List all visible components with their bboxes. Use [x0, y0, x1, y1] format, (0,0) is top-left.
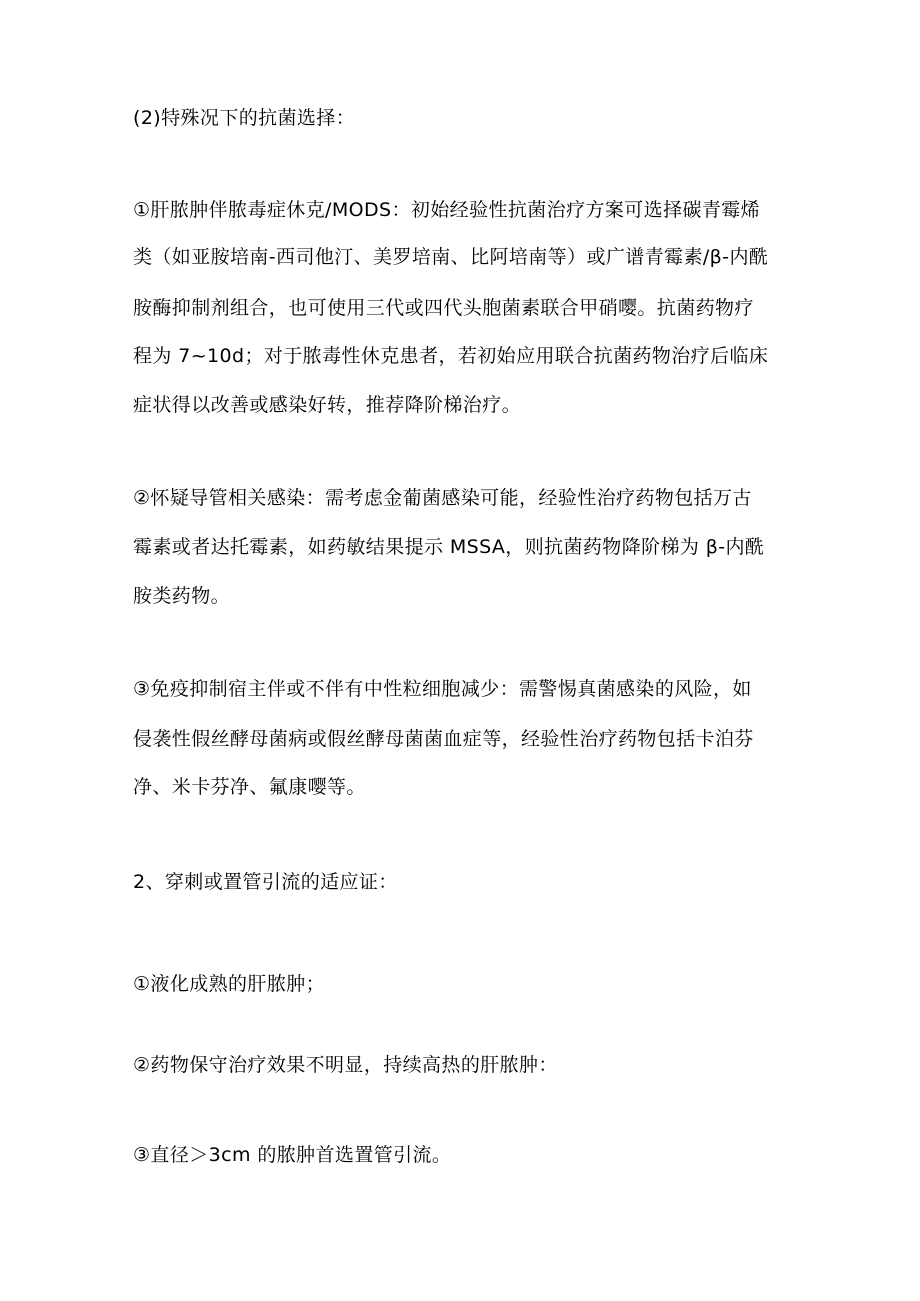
section-heading-drainage-indications: 2、穿刺或置管引流的适应证：: [133, 871, 398, 893]
paragraph-immunosuppressed-line-3: 净、米卡芬净、氟康嘤等。: [133, 776, 366, 798]
paragraph-liver-abscess-line-2: 类（如亚胺培南-西司他汀、美罗培南、比阿培南等）或广谱青霉素/β-内酰: [133, 246, 769, 268]
paragraph-liver-abscess-line-3: 胺酶抑制剂组合，也可使用三代或四代头胞菌素联合甲硝嘤。抗菌药物疗: [133, 297, 754, 319]
indication-item-3: ③直径＞3cm 的脓肿首选置管引流。: [133, 1144, 452, 1166]
indication-item-1: ①液化成熟的肝脓肿；: [133, 973, 326, 995]
paragraph-immunosuppressed-line-2: 侵袭性假丝酵母菌病或假丝酵母菌菌血症等，经验性治疗药物包括卡泊芬: [133, 728, 754, 750]
paragraph-immunosuppressed-line-1: ③免疫抑制宿主伴或不伴有中性粒细胞减少：需警惕真菌感染的风险，如: [133, 678, 752, 700]
paragraph-liver-abscess-line-4: 程为 7~10d；对于脓毒性休克患者，若初始应用联合抗菌药物治疗后临床: [133, 345, 769, 367]
paragraph-liver-abscess-line-1: ①肝脓肿伴脓毒症休克/MODS：初始经验性抗菌治疗方案可选择碳青霉烯: [133, 199, 761, 221]
paragraph-catheter-infection-line-1: ②怀疑导管相关感染：需考虑金葡菌感染可能，经验性治疗药物包括万古: [133, 487, 752, 509]
paragraph-catheter-infection-line-3: 胺类药物。: [133, 585, 231, 607]
section-heading-special-antibiotics: (2)特殊况下的抗菌选择：: [133, 107, 356, 129]
indication-item-2: ②药物保守治疗效果不明显，持续高热的肝脓肿：: [133, 1054, 558, 1076]
paragraph-liver-abscess-line-5: 症状得以改善或感染好转，推荐降阶梯治疗。: [133, 394, 522, 416]
paragraph-catheter-infection-line-2: 霉素或者达托霉素，如药敏结果提示 MSSA，则抗菌药物降阶梯为 β-内酰: [133, 536, 765, 558]
